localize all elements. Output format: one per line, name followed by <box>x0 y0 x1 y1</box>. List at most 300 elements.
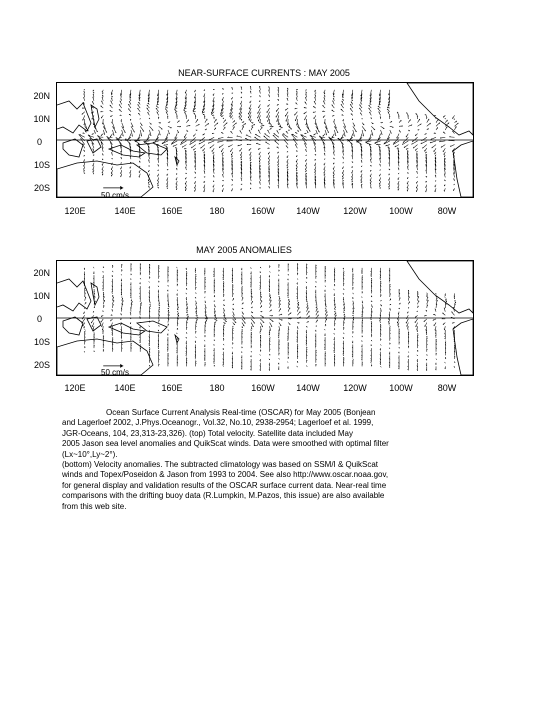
current-arrow <box>110 134 112 138</box>
current-arrowhead <box>287 340 288 341</box>
current-arrow <box>343 170 344 174</box>
current-arrowhead <box>112 337 113 338</box>
current-arrow <box>269 159 270 163</box>
current-arrowhead <box>140 118 141 119</box>
current-arrowhead <box>122 340 123 341</box>
current-arrowhead <box>353 293 354 294</box>
current-arrow <box>324 170 325 174</box>
current-arrow <box>119 110 122 112</box>
caption-line: from this web site. <box>62 501 127 511</box>
current-arrow <box>149 126 153 130</box>
current-arrowhead <box>297 279 298 280</box>
current-arrow <box>455 126 457 130</box>
current-arrowhead <box>186 271 187 272</box>
current-arrow <box>421 141 427 144</box>
current-arrow <box>256 143 260 144</box>
current-arrowhead <box>306 282 307 283</box>
current-arrowhead <box>297 344 298 345</box>
current-arrowhead <box>250 267 251 268</box>
top-current-map <box>56 82 474 198</box>
current-arrow <box>407 185 408 189</box>
current-arrowhead <box>287 297 288 298</box>
lat-label-eq: 0 <box>36 137 42 147</box>
current-arrowhead <box>344 333 345 334</box>
current-arrow <box>176 181 177 185</box>
current-arrow <box>285 112 288 117</box>
lat-label-20s-b: 20S <box>33 360 50 370</box>
current-arrowhead <box>361 297 362 298</box>
current-arrow <box>221 148 223 152</box>
caption-line: winds and Topex/Poseidon & Jason from 1993 to 2004. See also http://www.oscar.noaa.gov, <box>62 470 389 480</box>
current-arrow <box>350 104 353 108</box>
current-arrow <box>269 156 270 160</box>
current-arrow <box>165 109 168 112</box>
bottom-lon-100w: 100W <box>389 383 413 393</box>
bottom-lon-120w: 120W <box>343 383 367 393</box>
current-arrow <box>184 134 186 138</box>
lat-label-10s: 10S <box>33 160 50 170</box>
current-arrow <box>260 315 263 317</box>
current-arrow <box>213 188 214 192</box>
current-arrowhead <box>140 344 141 345</box>
current-arrow <box>240 148 242 151</box>
current-arrow <box>417 185 418 189</box>
current-arrowhead <box>361 340 362 341</box>
current-arrowhead <box>242 286 243 287</box>
current-arrow <box>223 120 225 123</box>
current-arrow <box>352 174 353 178</box>
current-arrow <box>242 315 245 319</box>
lat-label-20n-b: 20N <box>33 268 50 278</box>
current-arrowhead <box>195 358 196 359</box>
current-arrow <box>186 120 188 123</box>
current-arrow <box>434 323 436 326</box>
current-arrow <box>138 104 141 108</box>
current-arrowhead <box>297 366 298 367</box>
current-arrowhead <box>353 359 354 360</box>
current-arrowhead <box>214 278 215 279</box>
current-arrow <box>361 177 362 181</box>
current-arrow <box>297 126 301 130</box>
current-arrow <box>371 126 375 130</box>
current-arrowhead <box>408 352 409 353</box>
caption-line: (bottom) Velocity anomalies. The subtracted climatology was based on SSM/I & QuikScat <box>62 460 378 470</box>
current-arrow <box>84 163 85 167</box>
current-arrow <box>369 108 372 112</box>
current-arrowhead <box>232 347 233 348</box>
current-arrow <box>156 108 159 112</box>
current-arrow <box>242 123 246 126</box>
current-arrow <box>435 188 436 192</box>
current-arrowhead <box>130 278 131 279</box>
bottom-lon-180: 180 <box>209 383 225 393</box>
current-arrowhead <box>177 290 178 291</box>
current-arrowhead <box>288 274 289 275</box>
coastline <box>137 321 167 333</box>
current-arrowhead <box>85 330 86 331</box>
current-arrowhead <box>270 337 271 338</box>
current-arrow <box>237 136 242 137</box>
current-arrowhead <box>343 355 344 356</box>
current-arrow <box>427 119 429 123</box>
current-arrowhead <box>390 326 391 327</box>
figure-caption <box>62 408 482 512</box>
top-scale-label: 50 cm/s <box>101 191 130 200</box>
current-arrow <box>233 126 235 130</box>
current-arrow <box>436 123 440 127</box>
current-arrow <box>130 174 131 178</box>
current-arrow <box>112 304 113 308</box>
current-arrow <box>406 134 408 138</box>
current-arrow <box>139 174 140 178</box>
current-arrow <box>219 145 223 148</box>
current-arrow <box>341 104 344 108</box>
current-arrow <box>242 297 243 301</box>
current-arrow <box>389 181 390 185</box>
current-arrow <box>314 115 316 119</box>
current-arrow <box>408 296 409 300</box>
current-arrowhead <box>186 293 187 294</box>
current-arrowhead <box>232 282 233 283</box>
current-arrowhead <box>334 268 335 269</box>
current-arrow <box>230 148 232 152</box>
current-arrowhead <box>315 347 316 348</box>
current-arrow <box>251 126 253 130</box>
current-arrow <box>159 126 163 129</box>
current-arrow <box>323 134 325 137</box>
current-arrow <box>208 141 214 143</box>
current-arrow <box>441 145 445 148</box>
current-arrow <box>407 323 408 327</box>
current-arrow <box>214 123 218 127</box>
current-arrowhead <box>158 286 159 287</box>
current-arrow <box>398 185 399 189</box>
current-arrow <box>204 188 205 192</box>
bottom-lon-160e: 160E <box>161 383 183 393</box>
current-arrow <box>292 134 297 137</box>
current-arrow <box>370 177 371 181</box>
current-arrowhead <box>205 362 206 363</box>
current-arrow <box>287 159 288 163</box>
current-arrow <box>193 134 195 137</box>
current-arrow <box>408 119 410 122</box>
current-arrow <box>307 316 310 319</box>
current-arrowhead <box>140 278 141 279</box>
current-arrow <box>361 174 362 178</box>
top-lon-160w: 160W <box>251 206 275 216</box>
current-arrowhead <box>93 267 94 268</box>
current-arrow <box>427 123 431 126</box>
current-arrowhead <box>103 271 104 272</box>
current-arrow <box>93 163 94 166</box>
current-arrowhead <box>112 293 113 294</box>
current-arrowhead <box>417 355 418 356</box>
current-arrow <box>222 188 223 191</box>
current-arrowhead <box>344 271 345 272</box>
current-arrow <box>223 123 227 127</box>
current-arrow <box>325 319 326 323</box>
current-arrow <box>418 300 419 304</box>
current-arrowhead <box>149 326 150 327</box>
caption-line: and Lagerloef 2002, J.Phys.Oceanogr., Vol.32, No.10, 2938-2954; Lagerloef et al. 1999, <box>62 418 374 428</box>
current-arrow <box>276 108 279 112</box>
top-lon-120e: 120E <box>64 206 86 216</box>
current-arrowhead <box>232 326 233 327</box>
current-arrow <box>121 170 122 174</box>
current-arrow <box>350 108 353 111</box>
lat-label-10s-b: 10S <box>33 337 50 347</box>
current-arrowhead <box>324 329 325 330</box>
current-arrowhead <box>84 351 85 352</box>
current-arrow <box>278 159 279 163</box>
bottom-lon-140w: 140W <box>296 383 320 393</box>
current-arrow <box>182 145 186 148</box>
current-arrowhead <box>159 325 160 326</box>
current-arrow <box>250 152 251 156</box>
current-arrow <box>279 319 283 320</box>
current-arrow <box>112 166 113 169</box>
top-lon-160e: 160E <box>161 206 183 216</box>
current-arrow <box>288 313 291 316</box>
current-arrow <box>444 326 445 330</box>
current-arrow <box>275 141 279 145</box>
current-arrow <box>341 109 344 112</box>
current-arrow <box>204 185 205 188</box>
current-arrow <box>82 315 85 319</box>
current-arrow <box>316 308 317 311</box>
current-arrow <box>415 319 417 323</box>
current-arrow <box>378 108 381 111</box>
current-arrow <box>445 127 447 130</box>
current-arrow <box>270 304 271 308</box>
top-lon-100w: 100W <box>389 206 413 216</box>
current-arrow <box>210 145 214 149</box>
bottom-anomaly-vectors <box>57 261 473 375</box>
current-arrow <box>445 120 447 123</box>
current-arrow <box>260 319 264 323</box>
current-arrow <box>404 145 408 148</box>
current-arrow <box>158 177 159 181</box>
current-arrow <box>168 126 172 128</box>
current-arrow <box>385 137 390 143</box>
current-arrow <box>359 105 362 108</box>
current-arrow <box>380 181 381 185</box>
current-arrowhead <box>223 344 224 345</box>
lat-label-10n-b: 10N <box>33 291 50 301</box>
current-arrow <box>128 109 131 112</box>
current-arrow <box>287 163 288 167</box>
current-arrowhead <box>260 267 261 268</box>
current-arrow <box>417 326 418 330</box>
current-arrow <box>241 152 242 156</box>
current-arrow <box>332 105 335 108</box>
current-arrowhead <box>84 89 85 90</box>
current-arrowhead <box>204 340 205 341</box>
current-arrowhead <box>278 275 279 276</box>
current-arrowhead <box>176 333 177 334</box>
current-arrow <box>214 119 216 123</box>
current-arrowhead <box>399 347 400 348</box>
caption-line: for general display and validation results of the OSCAR surface current data. Near-real time <box>62 480 387 490</box>
current-arrow <box>147 105 150 108</box>
current-arrow <box>240 115 242 119</box>
current-arrow <box>201 145 205 149</box>
current-arrow <box>324 90 325 93</box>
current-arrow <box>174 109 177 111</box>
scale-arrowhead <box>120 186 123 190</box>
current-arrow <box>306 166 307 170</box>
current-arrowhead <box>371 278 372 279</box>
current-arrowhead <box>380 278 381 279</box>
current-arrow <box>167 181 168 185</box>
current-arrow <box>390 126 394 127</box>
current-arrow <box>130 170 131 173</box>
top-lon-140e: 140E <box>114 206 136 216</box>
current-arrowhead <box>352 271 353 272</box>
current-arrow <box>265 142 269 145</box>
lat-label-20n: 20N <box>33 91 50 101</box>
caption-line: JGR-Oceans, 104, 23,313-23,326). (top) Total velocity. Satellite data included May <box>62 428 353 438</box>
current-arrow <box>112 90 113 94</box>
bottom-lon-160w: 160W <box>251 383 275 393</box>
current-arrow <box>191 145 195 149</box>
current-arrow <box>260 127 262 130</box>
current-arrow <box>307 311 310 315</box>
current-arrowhead <box>325 286 326 287</box>
current-arrowhead <box>297 301 298 302</box>
current-arrowhead <box>223 365 224 366</box>
current-arrow <box>296 163 297 167</box>
current-arrow <box>288 307 290 311</box>
current-arrow <box>332 134 334 138</box>
current-arrow <box>427 297 428 301</box>
current-arrowhead <box>241 352 242 353</box>
current-arrowhead <box>287 361 288 362</box>
current-arrowhead <box>371 340 372 341</box>
current-arrowhead <box>251 351 252 352</box>
current-arrowhead <box>371 362 372 363</box>
current-arrow <box>381 126 385 128</box>
current-arrow <box>423 145 427 149</box>
current-arrowhead <box>84 308 85 309</box>
current-arrow <box>413 145 417 149</box>
current-arrow <box>418 124 422 127</box>
current-arrow <box>425 323 427 327</box>
current-arrow <box>147 108 150 112</box>
current-arrow <box>325 311 327 315</box>
current-arrowhead <box>260 333 261 334</box>
current-arrowhead <box>427 354 428 355</box>
current-arrow <box>399 297 400 300</box>
current-arrow <box>324 166 325 170</box>
current-arrow <box>432 145 436 149</box>
current-arrowhead <box>251 289 252 290</box>
current-arrow <box>333 170 334 174</box>
current-arrow <box>362 126 366 131</box>
bottom-lon-120e: 120E <box>64 383 86 393</box>
current-arrow <box>259 156 260 160</box>
current-arrow <box>455 123 459 126</box>
current-arrowhead <box>177 267 178 268</box>
current-arrow <box>451 312 454 316</box>
current-arrow <box>369 105 372 108</box>
current-arrow <box>260 300 261 304</box>
current-arrow <box>185 90 186 94</box>
coastline <box>453 319 473 375</box>
current-arrow <box>203 148 205 151</box>
current-arrowhead <box>186 355 187 356</box>
lat-label-10n: 10N <box>33 114 50 124</box>
current-arrow <box>93 166 94 170</box>
current-arrowhead <box>102 93 103 94</box>
current-arrow <box>140 126 144 131</box>
bottom-lon-80w: 80W <box>437 383 457 393</box>
current-arrowhead <box>260 354 261 355</box>
current-arrowhead <box>196 337 197 338</box>
current-arrow <box>110 105 113 108</box>
top-panel-title: NEAR-SURFACE CURRENTS : MAY 2005 <box>178 68 350 78</box>
current-arrow <box>212 148 214 152</box>
coastline <box>453 141 473 197</box>
current-arrow <box>167 177 168 180</box>
current-arrowhead <box>362 275 363 276</box>
current-arrow <box>427 305 428 308</box>
current-arrowhead <box>352 336 353 337</box>
current-arrow <box>418 119 420 123</box>
current-arrow <box>103 326 104 330</box>
coastline <box>407 83 473 135</box>
current-arrowhead <box>167 351 168 352</box>
current-arrowhead <box>204 297 205 298</box>
current-arrow <box>137 108 140 112</box>
coastline <box>57 279 91 311</box>
current-arrow <box>102 166 103 170</box>
current-arrowhead <box>177 355 178 356</box>
current-arrowhead <box>436 359 437 360</box>
current-arrow <box>85 297 86 301</box>
current-arrow <box>196 119 198 123</box>
bottom-lon-140e: 140E <box>114 383 136 393</box>
current-arrowhead <box>270 271 271 272</box>
caption-line: 2005 Jason sea level anomalies and QuikScat winds. Data were smoothed with optimal filter <box>62 439 389 449</box>
current-arrowhead <box>168 285 169 286</box>
current-arrowhead <box>213 362 214 363</box>
bottom-panel-title: MAY 2005 ANOMALIES <box>196 245 292 255</box>
current-arrowhead <box>232 118 233 119</box>
current-arrow <box>295 112 298 116</box>
current-arrow <box>128 104 131 108</box>
current-arrow <box>443 148 445 152</box>
current-arrowhead <box>196 292 197 293</box>
current-arrow <box>436 119 438 122</box>
current-arrow <box>241 101 242 105</box>
coastline <box>87 139 101 153</box>
current-arrow <box>306 163 307 167</box>
coastline <box>63 139 83 157</box>
current-arrowhead <box>112 271 113 272</box>
current-arrow <box>101 319 103 322</box>
current-arrowhead <box>381 366 382 367</box>
current-arrowhead <box>278 337 279 338</box>
lat-label-eq-b: 0 <box>36 314 42 324</box>
lat-label-20s: 20S <box>33 183 50 193</box>
current-arrow <box>279 308 281 311</box>
current-arrow <box>270 319 274 322</box>
current-arrow <box>233 123 237 127</box>
current-arrowhead <box>260 289 261 290</box>
current-arrow <box>200 137 205 141</box>
current-arrow <box>195 185 196 189</box>
